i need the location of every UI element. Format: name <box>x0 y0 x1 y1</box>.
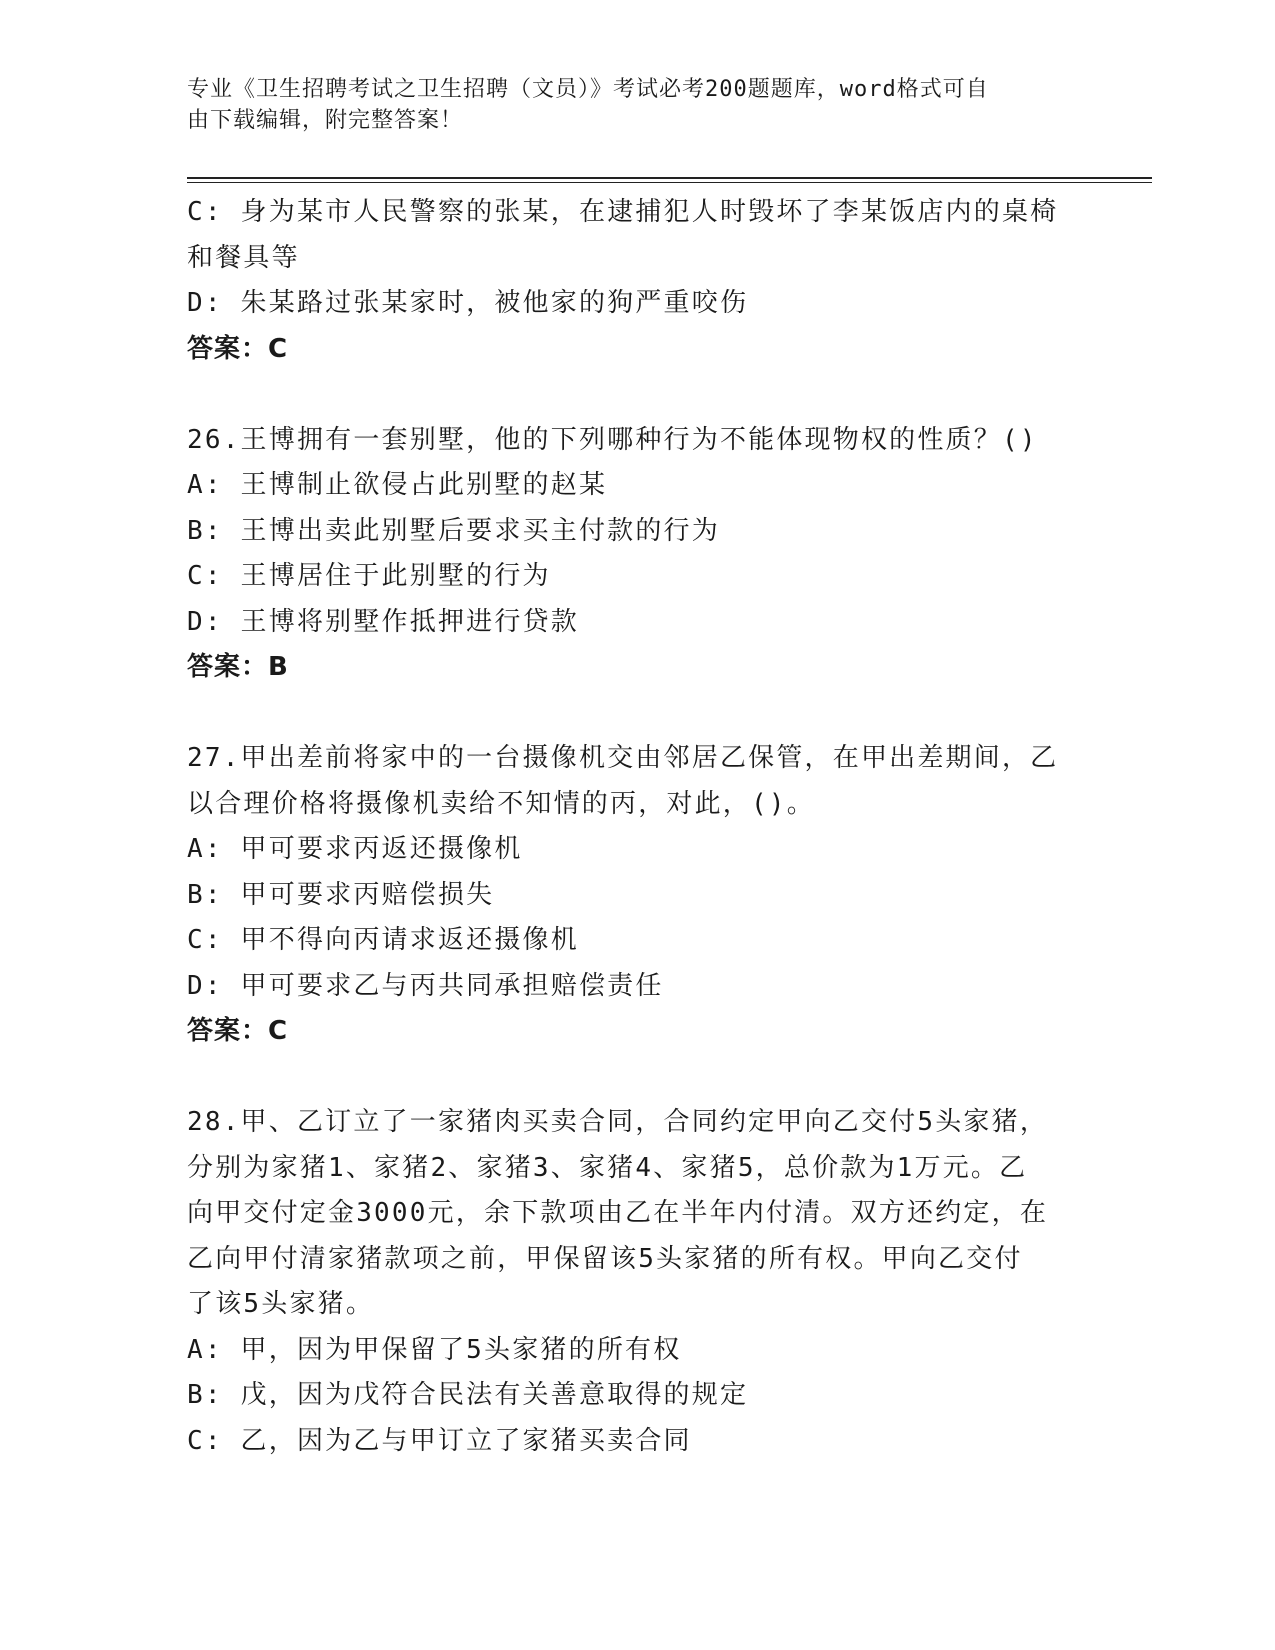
spacer <box>187 691 1077 737</box>
option-b: B: 戊，因为戊符合民法有关善意取得的规定 <box>187 1380 749 1410</box>
answer: 答案：C <box>187 333 289 364</box>
question-stem-line-5: 了该5头家猪。 <box>187 1289 375 1319</box>
header-line-2: 由下载编辑，附完整答案！ <box>187 108 464 133</box>
spacer <box>187 372 1077 418</box>
option-d: D: 王博将别墅作抵押进行贷款 <box>187 606 579 637</box>
option-b: B: 王博出卖此别墅后要求买主付款的行为 <box>187 515 720 546</box>
option-c-line-2: 和餐具等 <box>187 242 300 273</box>
option-c: C: 王博居住于此别墅的行为 <box>187 561 551 591</box>
question-28 <box>187 1100 1077 1464</box>
document-body <box>187 190 1077 1464</box>
header-divider-thick <box>187 177 1152 179</box>
option-d: D: 朱某路过张某家时，被他家的狗严重咬伤 <box>187 288 749 318</box>
question-stem-line-1: 27.甲出差前将家中的一台摄像机交由邻居乙保管，在甲出差期间，乙 <box>187 743 1059 773</box>
option-b: B: 甲可要求丙赔偿损失 <box>187 879 495 910</box>
question-25-continued <box>187 190 1077 372</box>
question-26 <box>187 418 1077 691</box>
question-stem: 26.王博拥有一套别墅，他的下列哪种行为不能体现物权的性质？() <box>187 424 1038 455</box>
answer: 答案：C <box>187 1016 289 1046</box>
option-c: C: 甲不得向丙请求返还摄像机 <box>187 925 579 955</box>
option-c-line-1: C: 身为某市人民警察的张某，在逮捕犯人时毁坏了李某饭店内的桌椅 <box>187 197 1059 227</box>
question-stem-line-4: 乙向甲付清家猪款项之前，甲保留该5头家猪的所有权。甲向乙交付 <box>187 1243 1023 1274</box>
header-line-1: 专业《卫生招聘考试之卫生招聘（文员）》考试必考200题题库，word格式可自 <box>187 77 989 102</box>
question-stem-line-3: 向甲交付定金3000元，余下款项由乙在半年内付清。双方还约定，在 <box>187 1198 1049 1228</box>
option-d: D: 甲可要求乙与丙共同承担赔偿责任 <box>187 970 664 1001</box>
spacer <box>187 1055 1077 1101</box>
question-stem-line-2: 分别为家猪1、家猪2、家猪3、家猪4、家猪5，总价款为1万元。乙 <box>187 1152 1028 1183</box>
option-a: A: 甲，因为甲保留了5头家猪的所有权 <box>187 1334 682 1365</box>
header-divider-thin <box>187 182 1152 183</box>
option-a: A: 甲可要求丙返还摄像机 <box>187 834 523 864</box>
option-a: A: 王博制止欲侵占此别墅的赵某 <box>187 470 608 500</box>
document-header <box>187 74 1067 136</box>
option-c: C: 乙，因为乙与甲订立了家猪买卖合同 <box>187 1425 692 1456</box>
question-stem-line-1: 28.甲、乙订立了一家猪肉买卖合同，合同约定甲向乙交付5头家猪， <box>187 1107 1049 1137</box>
answer: 答案：B <box>187 652 289 682</box>
question-27 <box>187 736 1077 1055</box>
question-stem-line-2: 以合理价格将摄像机卖给不知情的丙，对此，()。 <box>187 788 815 819</box>
